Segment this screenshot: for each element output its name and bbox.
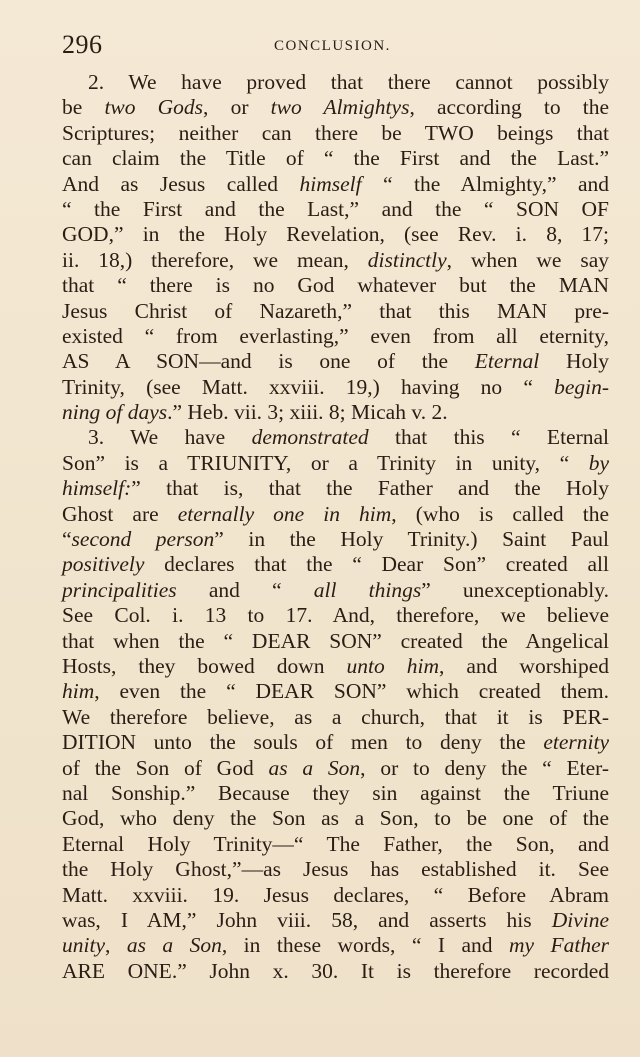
- text-segment: existed “ from everlasting,” even from all eternity,: [62, 323, 609, 348]
- text-segment: that when the “ DEAR SON” created the Angelical: [62, 628, 609, 653]
- text-segment: Jesus Christ of Nazareth,” that this MAN pre-: [62, 298, 609, 323]
- text-line: [62, 552, 609, 577]
- italic-text: my Father: [508, 933, 610, 958]
- text-line: [62, 400, 609, 425]
- text-segment: DITION unto the souls of men to deny the: [62, 730, 544, 755]
- italic-text: himself:: [62, 476, 132, 501]
- text-line: [62, 375, 609, 400]
- body-text: [62, 70, 609, 984]
- running-head: CONCLUSION.: [274, 38, 391, 54]
- italic-text: by: [588, 450, 609, 475]
- text-segment: “: [62, 527, 72, 552]
- text-line: [62, 172, 609, 197]
- text-line: [62, 476, 609, 501]
- italic-text: him: [62, 679, 95, 704]
- text-line: [62, 222, 609, 247]
- text-line: [62, 527, 609, 552]
- text-line: [62, 806, 609, 831]
- text-line: [62, 273, 609, 298]
- italic-text: positively: [62, 552, 145, 577]
- text-segment: Trinity, (see Matt. xxviii. 19,) having no “: [62, 374, 555, 399]
- text-segment: and “: [176, 577, 314, 602]
- text-segment: 2. We have proved that there cannot possibly: [88, 70, 609, 94]
- text-segment: , according to the: [409, 95, 609, 120]
- text-line: [62, 95, 609, 120]
- text-line: [62, 146, 609, 171]
- text-segment: AS A SON—and is one of the: [62, 349, 475, 374]
- text-line: [62, 70, 609, 95]
- text-segment: that “ there is no God whatever but the MAN: [62, 273, 609, 298]
- italic-text: unity: [62, 933, 105, 958]
- text-line: [62, 121, 609, 146]
- text-line: [62, 883, 609, 908]
- italic-text: two Gods: [104, 95, 204, 120]
- text-segment: declares that the “ Dear Son” created all: [144, 552, 609, 577]
- text-line: [62, 705, 609, 730]
- text-segment: “ the First and the Last,” and the “ SON OF: [62, 196, 609, 221]
- text-segment: , and worshiped: [438, 653, 609, 678]
- text-segment: , when we say: [446, 247, 609, 272]
- text-line: [62, 578, 609, 603]
- text-segment: Ghost are: [62, 501, 178, 526]
- text-line: [62, 781, 609, 806]
- italic-text: two Almightys: [270, 95, 410, 120]
- text-segment: ,: [105, 933, 127, 958]
- text-segment: Eternal Holy Trinity—“ The Father, the Son, and: [62, 831, 609, 856]
- text-line: [62, 679, 609, 704]
- text-segment: of the Son of God: [62, 755, 269, 780]
- text-segment: , even the “ DEAR SON” which created them.: [94, 679, 609, 704]
- text-segment: , in these words, “ I and: [221, 933, 509, 958]
- text-segment: Son” is a TRIUNITY, or a Trinity in unity, “: [62, 450, 589, 475]
- text-segment: And as Jesus called: [62, 171, 300, 196]
- italic-text: unto him: [346, 653, 439, 678]
- italic-text: himself: [299, 171, 362, 196]
- text-line: [62, 299, 609, 324]
- text-segment: ” in the Holy Trinity.) Saint Paul: [214, 527, 609, 552]
- text-line: [62, 933, 609, 958]
- text-segment: , (who is called the: [391, 501, 609, 526]
- text-line: [62, 756, 609, 781]
- text-segment: can claim the Title of “ the First and the Last.”: [62, 146, 609, 171]
- text-line: [62, 451, 609, 476]
- italic-text: eternity: [543, 730, 609, 755]
- text-segment: be: [62, 95, 105, 120]
- text-segment: that this “ Eternal: [368, 425, 610, 450]
- text-line: [62, 832, 609, 857]
- italic-text: Eternal: [474, 349, 540, 374]
- text-line: [62, 959, 609, 984]
- text-segment: ” that is, that the Father and the Holy: [131, 476, 609, 501]
- text-segment: We therefore believe, as a church, that it is PER-: [62, 704, 609, 729]
- text-segment: nal Sonship.” Because they sin against the Triune: [62, 780, 609, 805]
- italic-text: begin-: [554, 374, 609, 399]
- text-line: [62, 654, 609, 679]
- text-segment: Matt. xxviii. 19. Jesus declares, “ Before Abram: [62, 882, 609, 907]
- text-segment: ARE ONE.” John x. 30. It is therefore recorded: [62, 958, 609, 983]
- text-line: [62, 857, 609, 882]
- text-segment: , or to deny the “ Eter-: [360, 755, 609, 780]
- text-segment: the Holy Ghost,”—as Jesus has established it. See: [62, 857, 609, 882]
- text-segment: Holy: [539, 349, 609, 374]
- italic-text: eternally one in him: [177, 501, 392, 526]
- text-segment: GOD,” in the Holy Revelation, (see Rev. i. 8, 17;: [62, 222, 609, 247]
- text-segment: was, I AM,” John viii. 58, and asserts his: [62, 907, 552, 932]
- text-segment: , or: [203, 95, 271, 120]
- text-line: [62, 603, 609, 628]
- italic-text: as a Son: [268, 755, 361, 780]
- text-segment: ” unexceptionably.: [421, 577, 609, 602]
- text-line: [62, 730, 609, 755]
- text-segment: 3. We have: [88, 425, 252, 450]
- text-segment: Hosts, they bowed down: [62, 653, 347, 678]
- italic-text: all things: [313, 577, 422, 602]
- page-header: [62, 30, 610, 62]
- text-line: [62, 248, 609, 273]
- text-line: [62, 349, 609, 374]
- italic-text: demonstrated: [251, 425, 369, 450]
- text-line: [62, 502, 609, 527]
- text-line: [62, 629, 609, 654]
- text-line: [62, 908, 609, 933]
- text-segment: Scriptures; neither can there be TWO beings that: [62, 120, 609, 145]
- page-number: 296: [62, 30, 103, 59]
- italic-text: second person: [71, 527, 215, 552]
- italic-text: as a Son: [126, 933, 222, 958]
- text-segment: “ the Almighty,” and: [361, 171, 609, 196]
- text-segment: God, who deny the Son as a Son, to be one of the: [62, 806, 609, 831]
- text-line: [62, 324, 609, 349]
- text-line: [62, 425, 609, 450]
- text-line: [62, 197, 609, 222]
- italic-text: distinctly: [367, 247, 447, 272]
- text-segment: See Col. i. 13 to 17. And, therefore, we believe: [62, 603, 609, 628]
- text-segment: .” Heb. vii. 3; xiii. 8; Micah v. 2.: [167, 400, 448, 425]
- italic-text: ning of days: [62, 400, 168, 425]
- italic-text: Divine: [551, 907, 609, 932]
- italic-text: principalities: [62, 577, 177, 602]
- text-segment: ii. 18,) therefore, we mean,: [62, 247, 368, 272]
